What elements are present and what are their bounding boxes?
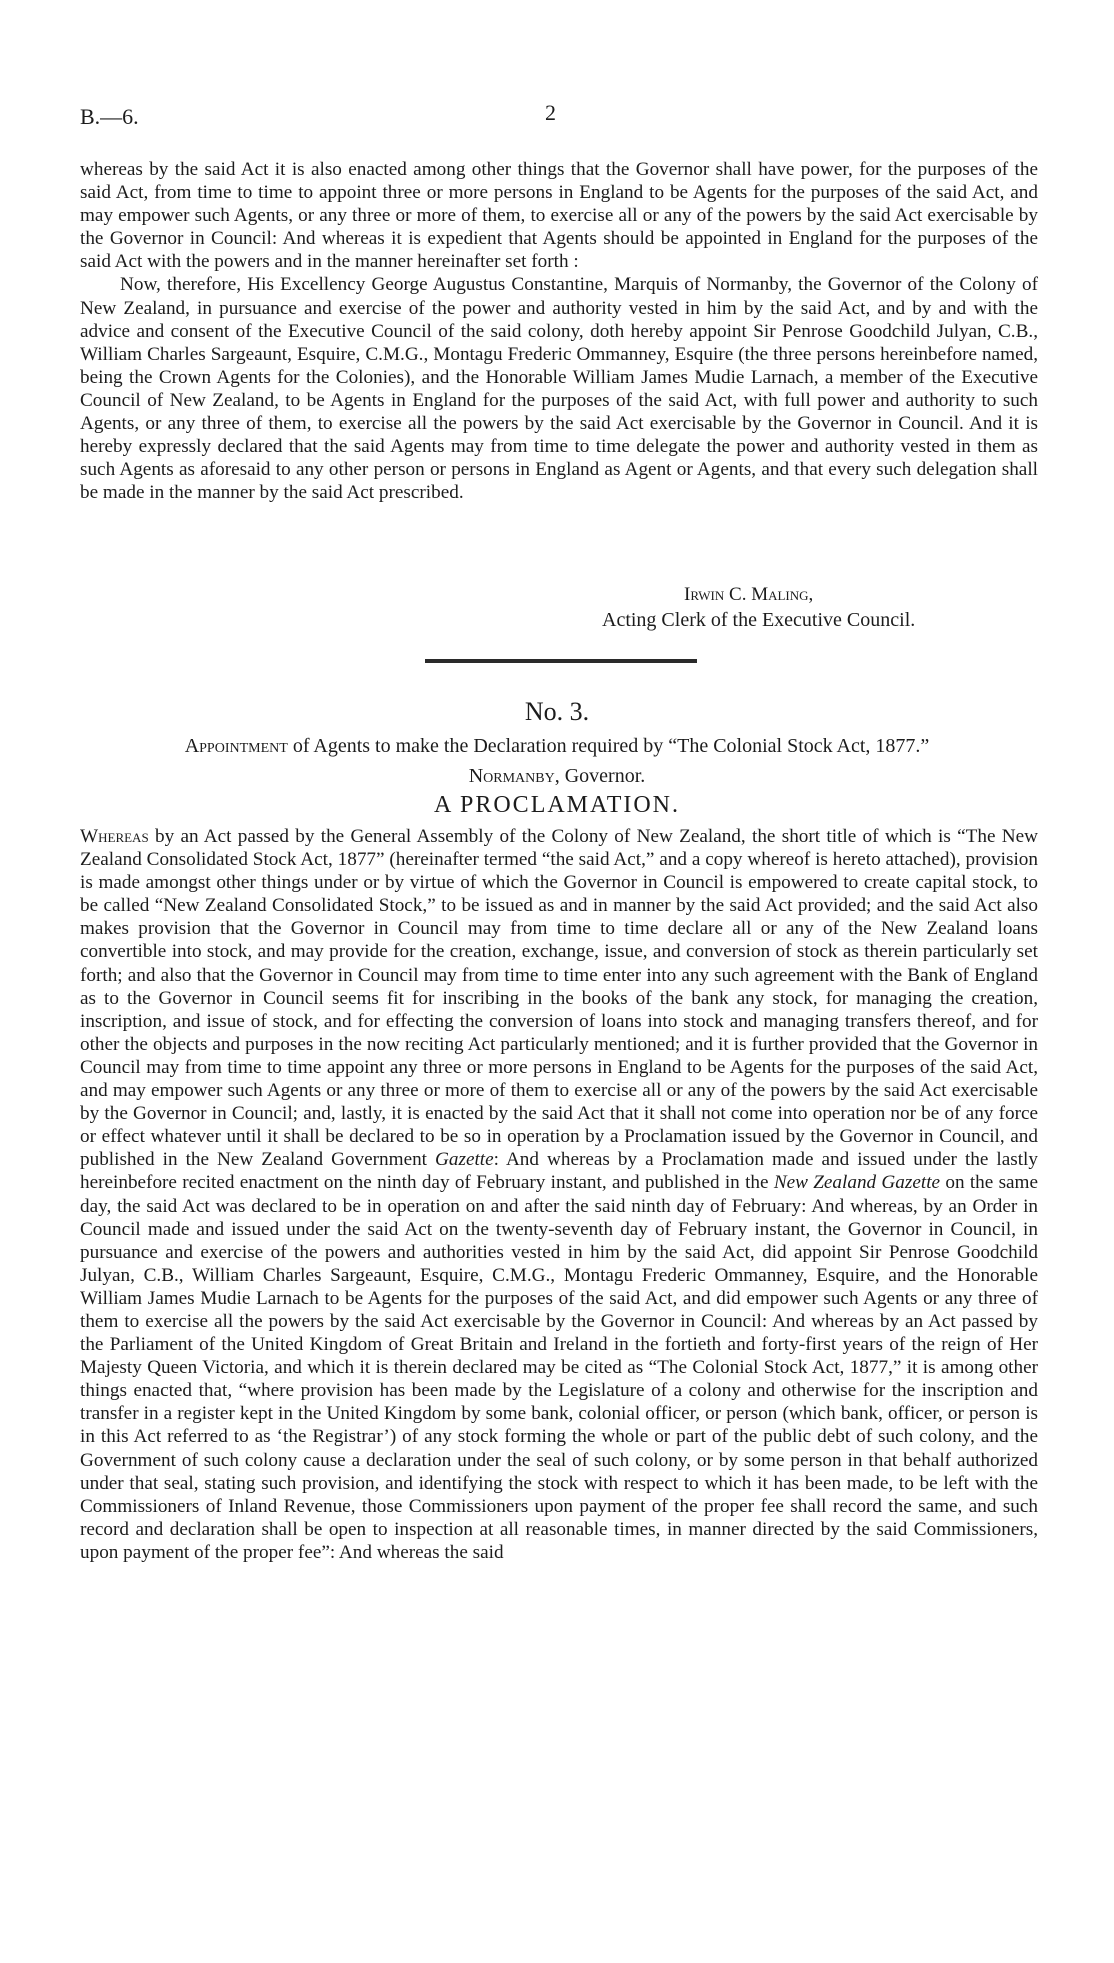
nz-gazette-italic: New Zealand Gazette bbox=[773, 1172, 941, 1194]
proclamation-text-3: on the same day, the said Act was declared to be in operation on and after the said ninth day of February: And whereas, by an Order in Council made and issued under the said Act on the twenty-seventh day of February instant, the Governor in Council, in pursuance and exercise of the powers and authorities vested in him by the said Act, did appoint Sir Penrose Goodchild Julyan, C.B., William Charles Sargeaunt, Esquire, C.M.G., Montagu Frederic Ommanney, Esquire, and the Honorable William James Mudie Larnach to be Agents for the purposes of the said Act, and did empower such Agents or any three of them to exercise all the powers by the said Act exercisable by the Governor in Council: And whereas by an Act passed by the Parliament of the United Kingdom of Great Britain and Ireland in the fortieth and forty-first years of the reign of Her Majesty Queen Victoria, and which it is therein declared may be cited as “The Colonial Stock Act, 1877,” it is among other things enacted that, “where provision has been made by the Legislature of a colony and otherwise for the inscription and transfer in a register kept in the United Kingdom by some bank, colonial officer, or person (which bank, officer, or person is in this Act referred to as ‘the Registrar’) of any stock forming the whole or part of the public debt of such colony, and the Government of such colony cause a declaration under the seal of such colony, or by some person in that behalf authorized under that seal, stating such provision, and identifying the stock with respect to which it has been made, to be left with the Commissioners of Inland Revenue, those Commissioners upon payment of the proper fee shall record the same, and such record and declaration shall be open to inspection at all reasonable times, in manner directed by the said Commissioners, upon payment of the proper fee”: And whereas the said bbox=[80, 1172, 1038, 1563]
proclamation-text-2: : And whereas by a Proclamation made and issued under the lastly hereinbefore recited enactment on the ninth day of February instant, and published in the bbox=[80, 1149, 1038, 1194]
appointment-heading-rest: of Agents to make the Declaration required by “The Colonial Stock Act, 1877.” bbox=[287, 735, 930, 757]
section-divider bbox=[425, 659, 697, 663]
order-in-council-text bbox=[80, 158, 1038, 504]
document-reference: B.—6. bbox=[80, 104, 139, 129]
proclamation-text bbox=[80, 825, 1038, 1564]
gazette-italic: Gazette bbox=[435, 1149, 494, 1171]
proclamation-lead-word: Whereas bbox=[80, 826, 149, 847]
signatory-name: Irwin C. Maling, bbox=[684, 584, 814, 605]
governor-line bbox=[0, 764, 1114, 788]
signatory-title: Acting Clerk of the Executive Council. bbox=[602, 609, 916, 631]
governor-title: , Governor. bbox=[554, 765, 646, 787]
appointment-heading bbox=[0, 734, 1114, 758]
section-number: No. 3. bbox=[524, 697, 590, 726]
recital-paragraph: whereas by the said Act it is also enacted among other things that the Governor shall have power, for the purposes of the said Act, from time to time to appoint three or more persons in England to be Agents for the purposes of the said Act, and may empower such Agents, or any three or more of them, to exercise all or any of the powers by the said Act exercisable by the Governor in Council: And whereas it is expedient that Agents should be appointed in England for the purposes of the said Act with the powers and in the manner hereinafter set forth : bbox=[80, 159, 1038, 273]
proclamation-paragraph bbox=[80, 825, 1038, 1564]
page-number: 2 bbox=[545, 100, 556, 125]
governor-name: Normanby bbox=[468, 765, 555, 787]
appointment-paragraph: Now, therefore, His Excellency George Augustus Constantine, Marquis of Normanby, the Governor of the Colony of New Zealand, in pursuance and exercise of the power and authority vested in him by the said Act, and by and with the advice and consent of the Executive Council of the said colony, doth hereby appoint Sir Penrose Goodchild Julyan, C.B., William Charles Sargeaunt, Esquire, C.M.G., Montagu Frederic Ommanney, Esquire (the three persons hereinbefore named, being the Crown Agents for the Colonies), and the Honorable William James Mudie Larnach, a member of the Executive Council of New Zealand, to be Agents in England for the purposes of the said Act, with full power and authority to such Agents, or any three of them, to exercise all the powers by the said Act exercisable by the Governor in Council. And it is hereby expressly declared that the said Agents may from time to time delegate the power and authority vested in them as such Agents as aforesaid to any other person or persons in England as Agent or Agents, and that every such delegation shall be made in the manner by the said Act prescribed. bbox=[80, 274, 1038, 504]
proclamation-heading: A PROCLAMATION. bbox=[433, 792, 681, 818]
proclamation-text-1: by an Act passed by the General Assembly of the Colony of New Zealand, the short title of which is “The New Zealand Consolidated Stock Act, 1877” (hereinafter termed “the said Act,” and a copy whereof is hereto attached), provision is made amongst other things under or by virtue of which the Governor in Council is empowered to create capital stock, to be called “New Zealand Consolidated Stock,” to be issued as and in manner by the said Act provided; and the said Act also makes provision that the Governor in Council may from time to time declare all or any of the New Zealand loans convertible into stock, and may provide for the creation, exchange, issue, and conversion of stock as therein particularly set forth; and also that the Governor in Council may from time to time enter into any such agreement with the Bank of England as to the Governor in Council seems fit for inscribing in the books of the bank any stock, for managing the creation, inscription, and issue of stock, and for effecting the conversion of loans into stock and managing transfers thereof, and for other the objects and purposes in the now reciting Act particularly mentioned; and it is further provided that the Governor in Council may from time to time appoint any three or more persons in England to be Agents for the purposes of the said Act, and may empower such Agents or any three or more of them to exercise all or any of the powers by the said Act exercisable by the Governor in Council; and, lastly, it is enacted by the said Act that it shall not come into operation nor be of any force or effect whatever until it shall be declared to be so in operation by a Proclamation issued by the Governor in Council, and published in the New Zealand Government bbox=[80, 826, 1038, 1171]
appointment-lead-word: Appointment bbox=[184, 735, 288, 757]
